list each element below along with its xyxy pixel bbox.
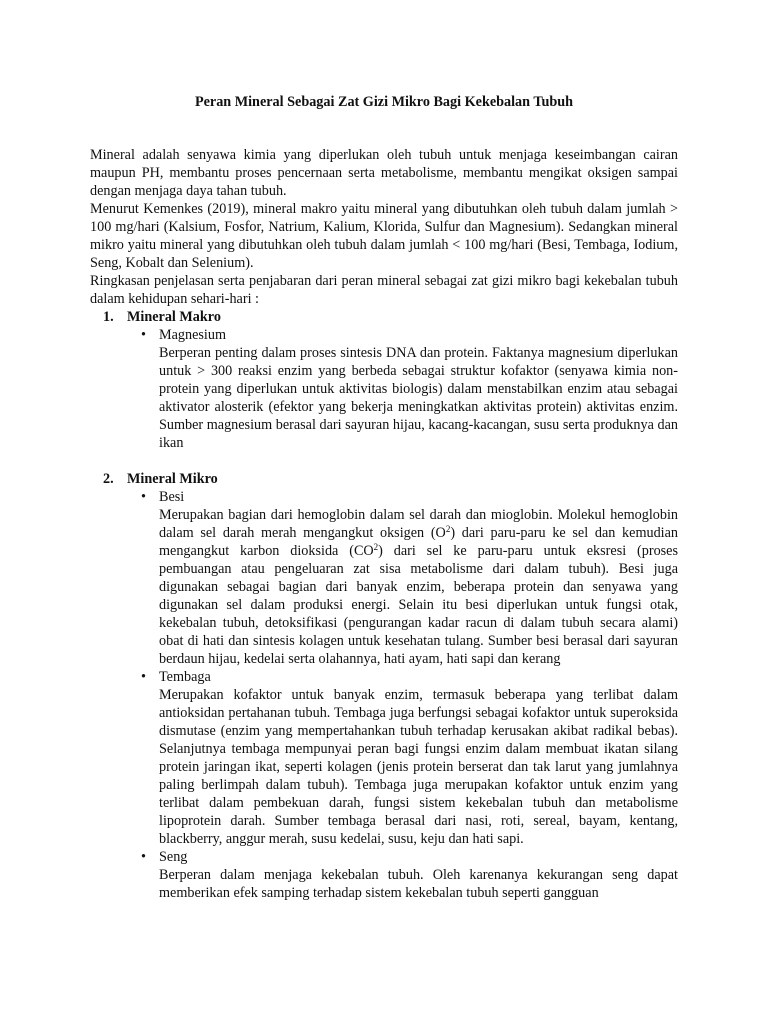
section-mineral-mikro [90,470,678,902]
bullet-icon: • [141,669,146,685]
list-item-besi [90,488,678,668]
superscript: 2 [373,542,379,552]
section-title: Mineral Mikro [127,471,218,487]
intro-paragraph: Mineral adalah senyawa kimia yang diperlukan oleh tubuh untuk menjaga keseimbangan cairan maupun PH, membantu proses pencernaan serta metabolisme, membantu mengikat oksigen sampai dengan menjaga daya tahan tubuh. [90,147,678,199]
bullet-icon: • [141,327,146,343]
item-name: Seng [159,849,188,865]
intro-paragraph: Ringkasan penjelasan serta penjabaran dari peran mineral sebagai zat gizi mikro bagi kekebalan tubuh dalam kehidupan sehari-hari : [90,273,678,307]
item-body: Berperan penting dalam proses sintesis DNA dan protein. Faktanya magnesium diperlukan untuk > 300 reaksi enzim yang berbeda sebagai struktur kofaktor (senyawa kimia non-protein yang diperlukan untuk aktivitas biologis) dalam menstabilkan enzim atau sebagai aktivator alosterik (efektor yang bekerja meningkatkan aktivitas protein) aktivitas enzim. Sumber magnesium berasal dari sayuran hijau, kacang-kacangan, susu serta produknya dan ikan [159,345,678,451]
bullet-icon: • [141,849,146,865]
item-name: Tembaga [159,669,211,685]
item-body: Merupakan kofaktor untuk banyak enzim, termasuk beberapa yang terlibat dalam antioksidan pertahanan tubuh. Tembaga juga berfungsi sebagai kofaktor untuk superoksida dismutase (enzim yang mempertahankan tubuh terhadap kerusakan akibat radikal bebas). Selanjutnya tembaga mempunyai peran bagi fungsi enzim dalam membuat ikatan silang protein jaringan ikat, seperti kolagen (jenis protein berserat dan tak larut yang jumlahnya paling berlimpah dalam tubuh). Tembaga juga merupakan kofaktor untuk enzim yang terlibat dalam pembekuan darah, fungsi sistem kekebalan tubuh dan metabolisme lipoprotein darah. Sumber tembaga berasal dari nasi, roti, sereal, bayam, kentang, blackberry, anggur merah, susu kedelai, susu, keju dan hati sapi. [159,687,678,847]
item-body [159,506,678,668]
list-item-magnesium [90,326,678,452]
superscript: 2 [445,524,451,534]
body-text: ) dari paru-paru ke sel dan kemudian mengangkut karbon dioksida (CO [159,525,678,559]
intro-paragraph: Menurut Kemenkes (2019), mineral makro yaitu mineral yang dibutuhkan oleh tubuh dalam jumlah > 100 mg/hari (Kalsium, Fosfor, Natrium, Kalium, Klorida, Sulfur dan Magnesium). Sedangkan mineral mikro yaitu mineral yang dibutuhkan oleh tubuh dalam jumlah < 100 mg/hari (Besi, Tembaga, Iodium, Seng, Kobalt dan Selenium). [90,201,678,271]
document-title: Peran Mineral Sebagai Zat Gizi Mikro Bagi Kekebalan Tubuh [194,94,574,110]
body-text: ) dari sel ke paru-paru untuk eksresi (proses pembuangan atau pengeluaran zat sisa metabolisme dari dalam tubuh). Besi juga digunakan sebagai bagian dari banyak enzim, beberapa protein dan senyawa yang digunakan sel dalam produksi energi. Selain itu besi diperlukan untuk fungsi otak, kekebalan tubuh, detoksifikasi (pengurangan kadar racun di dalam tubuh secara alami) obat di hati dan sintesis kolagen untuk kesehatan tulang. Sumber besi berasal dari sayuran berdaun hijau, kedelai serta olahannya, hati ayam, hati sapi dan kerang [159,543,679,667]
section-mineral-makro [90,308,678,452]
body-text: Merupakan bagian dari hemoglobin dalam sel darah dan mioglobin. Molekul hemoglobin dalam sel darah merah mengangkut oksigen (O [159,507,678,541]
section-title: Mineral Makro [127,309,221,325]
bullet-icon: • [141,489,146,505]
section-heading [90,470,678,488]
list-item-seng [90,848,678,902]
document-body [90,146,678,902]
section-number: 1. [103,309,114,325]
list-item-tembaga [90,668,678,848]
item-name: Magnesium [159,327,226,343]
item-body: Berperan dalam menjaga kekebalan tubuh. Oleh karenanya kekurangan seng dapat memberikan efek samping terhadap sistem kekebalan tubuh seperti gangguan [159,867,678,901]
section-number: 2. [103,471,114,487]
section-heading [90,308,678,326]
item-name: Besi [159,489,185,505]
